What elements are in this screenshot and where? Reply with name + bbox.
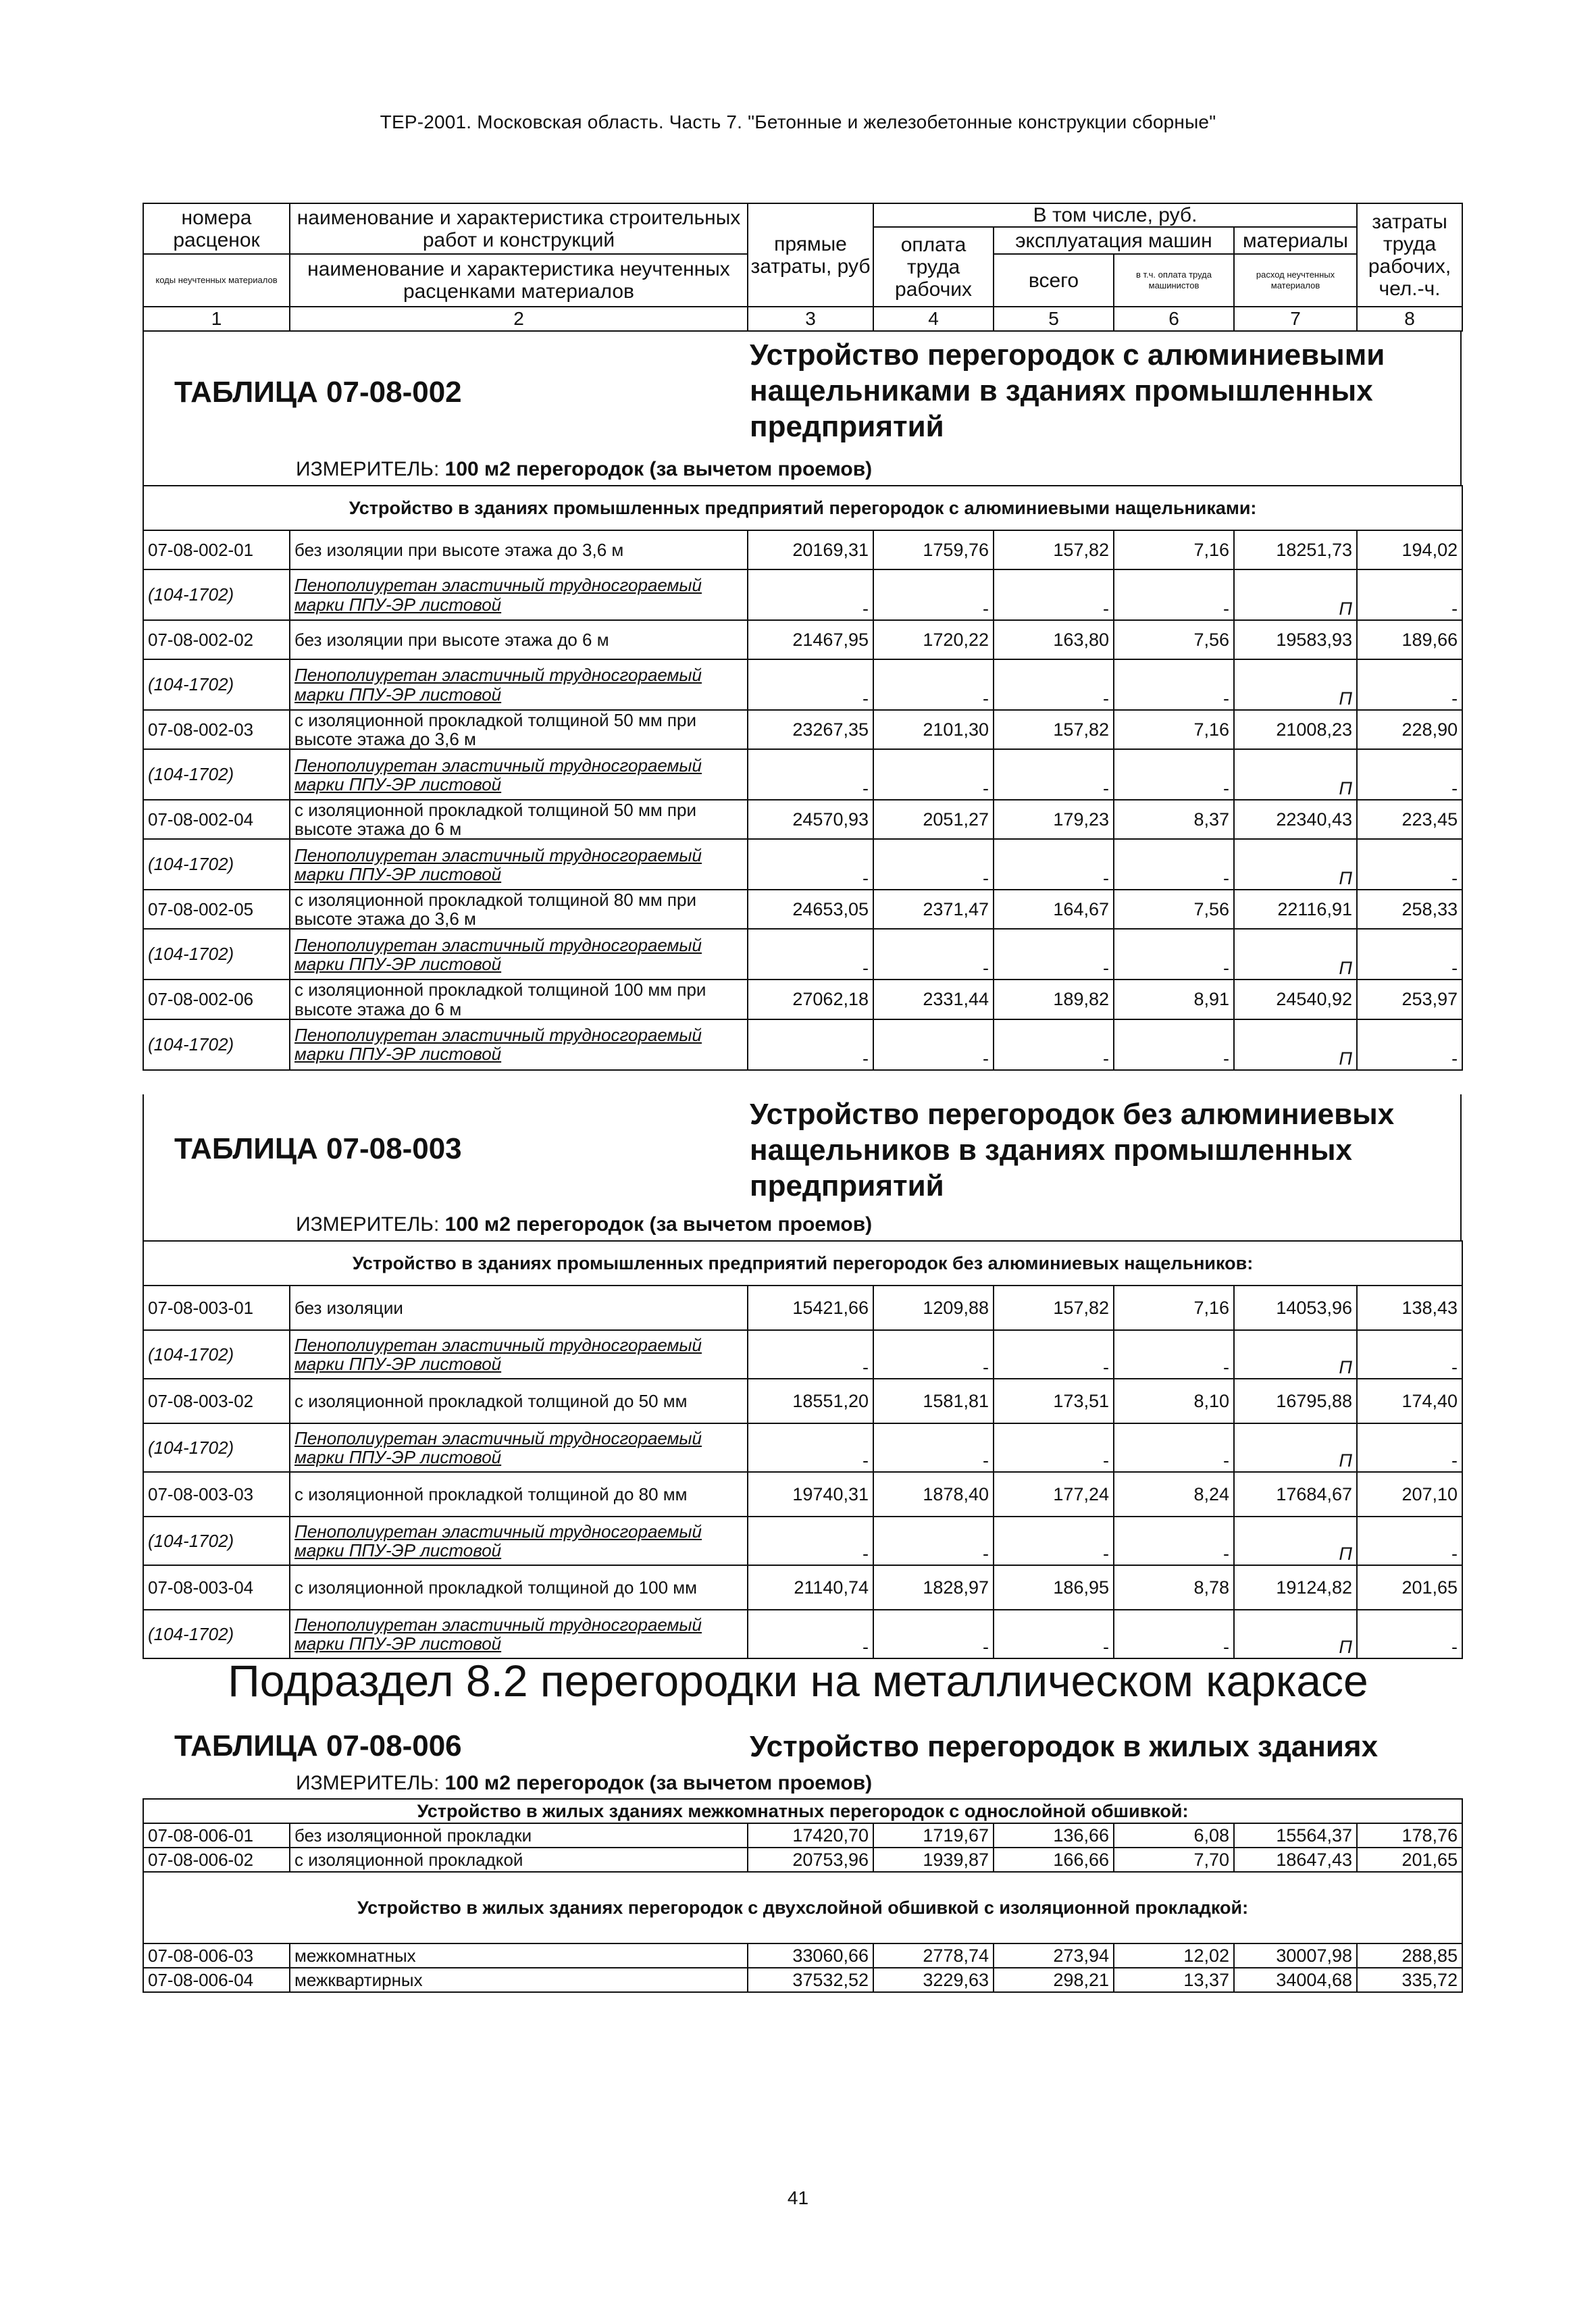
material-value-col3: - [748, 1517, 873, 1565]
table-title: Устройство перегородок с алюминиевыми нащельниками в зданиях промышленных предприятий [750, 338, 1385, 443]
material-value-col8: - [1357, 569, 1462, 620]
rate-value-col4: 1209,88 [873, 1286, 994, 1330]
rate-code: 07-08-003-04 [143, 1565, 290, 1610]
rate-row [143, 710, 1462, 749]
material-row [143, 839, 1462, 890]
material-value-col6: - [1114, 1423, 1234, 1472]
rate-value-col5: 186,95 [994, 1565, 1114, 1610]
rate-value-col8: 138,43 [1357, 1286, 1462, 1330]
rate-value-col7: 19583,93 [1234, 620, 1357, 659]
rate-code: 07-08-002-05 [143, 890, 290, 929]
rate-description: без изоляции при высоте этажа до 3,6 м [290, 530, 748, 569]
rate-value-col4: 2051,27 [873, 800, 994, 839]
rate-value-col6: 6,08 [1114, 1823, 1234, 1848]
material-value-col7: П [1234, 1517, 1357, 1565]
material-value-col6: - [1114, 1610, 1234, 1658]
material-value-col7: П [1234, 1019, 1357, 1070]
material-value-col6: - [1114, 839, 1234, 890]
rate-row [143, 1968, 1462, 1992]
rate-row [143, 1286, 1462, 1330]
rate-value-col3: 17420,70 [748, 1823, 873, 1848]
col-number: 7 [1234, 307, 1357, 331]
table-label: ТАБЛИЦА 07-08-002 [174, 376, 462, 409]
meter-prefix: ИЗМЕРИТЕЛЬ: [296, 1213, 440, 1236]
rate-value-col8: 207,10 [1357, 1472, 1462, 1517]
rate-value-col4: 2778,74 [873, 1943, 994, 1968]
rate-value-col4: 1939,87 [873, 1848, 994, 1872]
material-code: (104-1702) [143, 659, 290, 710]
col-number: 4 [873, 307, 994, 331]
rate-value-col5: 157,82 [994, 1286, 1114, 1330]
col-number: 8 [1357, 307, 1462, 331]
rate-value-col5: 273,94 [994, 1943, 1114, 1968]
rate-description: с изоляционной прокладкой толщиной 50 мм при высоте этажа до 6 м [290, 800, 748, 839]
rate-value-col8: 258,33 [1357, 890, 1462, 929]
material-value-col6: - [1114, 569, 1234, 620]
rate-value-col4: 1581,81 [873, 1379, 994, 1423]
rate-value-col5: 177,24 [994, 1472, 1114, 1517]
rate-code: 07-08-002-02 [143, 620, 290, 659]
rate-value-col7: 14053,96 [1234, 1286, 1357, 1330]
rate-value-col6: 8,10 [1114, 1379, 1234, 1423]
col-number: 2 [290, 307, 748, 331]
material-description: Пенополиуретан эластичный трудносгораемый марки ППУ-ЭР листовой [290, 1610, 748, 1658]
rate-value-col4: 2371,47 [873, 890, 994, 929]
section-heading: Устройство в жилых зданиях перегородок с двухслойной обшивкой с изоляционной прокладкой: [143, 1872, 1462, 1943]
material-value-col6: - [1114, 1517, 1234, 1565]
rate-value-col7: 34004,68 [1234, 1968, 1357, 1992]
material-value-col4: - [873, 1610, 994, 1658]
material-code: (104-1702) [143, 839, 290, 890]
rate-row [143, 980, 1462, 1019]
rate-value-col6: 7,56 [1114, 620, 1234, 659]
material-row [143, 1610, 1462, 1658]
meter-value: 100 м2 перегородок (за вычетом проемов) [444, 1213, 873, 1236]
material-value-col7: П [1234, 1330, 1357, 1379]
material-value-col5: - [994, 1019, 1114, 1070]
column-header-table [143, 203, 1463, 332]
material-value-col4: - [873, 569, 994, 620]
material-value-col3: - [748, 929, 873, 980]
material-value-col4: - [873, 749, 994, 800]
rate-value-col7: 22340,43 [1234, 800, 1357, 839]
rate-description: межкомнатных [290, 1943, 748, 1968]
rate-value-col3: 24653,05 [748, 890, 873, 929]
material-value-col8: - [1357, 839, 1462, 890]
table-title: Устройство перегородок без алюминиевых нащельников в зданиях промышленных предприятий [750, 1098, 1395, 1202]
rate-row [143, 1823, 1462, 1848]
rate-description: с изоляционной прокладкой толщиной до 100 мм [290, 1565, 748, 1610]
rate-description: с изоляционной прокладкой толщиной 100 мм при высоте этажа до 6 м [290, 980, 748, 1019]
rate-description: с изоляционной прокладкой толщиной до 80 мм [290, 1472, 748, 1517]
rate-value-col7: 18647,43 [1234, 1848, 1357, 1872]
rate-value-col4: 1719,67 [873, 1823, 994, 1848]
rate-value-col4: 1828,97 [873, 1565, 994, 1610]
material-value-col5: - [994, 1610, 1114, 1658]
rate-value-col6: 7,16 [1114, 530, 1234, 569]
meter-prefix: ИЗМЕРИТЕЛЬ: [296, 458, 440, 480]
rate-row [143, 620, 1462, 659]
material-value-col3: - [748, 1423, 873, 1472]
rate-row [143, 1565, 1462, 1610]
material-description: Пенополиуретан эластичный трудносгораемый марки ППУ-ЭР листовой [290, 659, 748, 710]
material-row [143, 659, 1462, 710]
rate-code: 07-08-003-03 [143, 1472, 290, 1517]
table-label: ТАБЛИЦА 07-08-006 [174, 1729, 462, 1762]
material-value-col8: - [1357, 1423, 1462, 1472]
material-value-col5: - [994, 1517, 1114, 1565]
rate-value-col6: 8,78 [1114, 1565, 1234, 1610]
material-value-col4: - [873, 839, 994, 890]
material-code: (104-1702) [143, 929, 290, 980]
rate-value-col6: 7,16 [1114, 710, 1234, 749]
material-description: Пенополиуретан эластичный трудносгораемый марки ППУ-ЭР листовой [290, 1330, 748, 1379]
material-value-col3: - [748, 1019, 873, 1070]
material-value-col5: - [994, 749, 1114, 800]
material-value-col3: - [748, 1610, 873, 1658]
rate-value-col4: 1759,76 [873, 530, 994, 569]
rate-value-col8: 223,45 [1357, 800, 1462, 839]
rate-value-col5: 157,82 [994, 710, 1114, 749]
rate-value-col3: 21140,74 [748, 1565, 873, 1610]
material-row [143, 1330, 1462, 1379]
table-meter [296, 1213, 872, 1236]
rate-code: 07-08-002-01 [143, 530, 290, 569]
table-meter [296, 1772, 872, 1795]
rate-value-col3: 15421,66 [748, 1286, 873, 1330]
rate-value-col5: 189,82 [994, 980, 1114, 1019]
rate-value-col8: 174,40 [1357, 1379, 1462, 1423]
material-value-col5: - [994, 569, 1114, 620]
material-code: (104-1702) [143, 1330, 290, 1379]
section-heading: Устройство в жилых зданиях межкомнатных перегородок с однослойной обшивкой: [143, 1799, 1462, 1823]
rate-value-col8: 253,97 [1357, 980, 1462, 1019]
material-value-col6: - [1114, 1330, 1234, 1379]
rate-row [143, 1379, 1462, 1423]
material-description: Пенополиуретан эластичный трудносгораемый марки ППУ-ЭР листовой [290, 1517, 748, 1565]
material-value-col4: - [873, 1423, 994, 1472]
material-value-col7: П [1234, 839, 1357, 890]
rate-description: без изоляционной прокладки [290, 1823, 748, 1848]
material-description: Пенополиуретан эластичный трудносгораемый марки ППУ-ЭР листовой [290, 1423, 748, 1472]
rate-description: без изоляции при высоте этажа до 6 м [290, 620, 748, 659]
col8-header: затраты труда рабочих, чел.-ч. [1357, 203, 1462, 307]
rate-value-col3: 27062,18 [748, 980, 873, 1019]
rate-value-col4: 1720,22 [873, 620, 994, 659]
material-value-col6: - [1114, 929, 1234, 980]
rate-value-col8: 335,72 [1357, 1968, 1462, 1992]
material-value-col5: - [994, 929, 1114, 980]
col2-top-header: наименование и характеристика строительных работ и конструкций [290, 203, 748, 254]
col3-header: прямые затраты, руб [748, 203, 873, 307]
rate-row [143, 1472, 1462, 1517]
material-value-col5: - [994, 659, 1114, 710]
material-value-col7: П [1234, 569, 1357, 620]
material-value-col4: - [873, 1019, 994, 1070]
section-heading: Устройство в зданиях промышленных предприятий перегородок с алюминиевыми нащельниками: [143, 486, 1462, 530]
rate-value-col8: 201,65 [1357, 1565, 1462, 1610]
col7-header: расход неучтенных материалов [1234, 254, 1357, 307]
col1-bottom-header: коды неучтенных материалов [143, 254, 290, 307]
rate-value-col4: 3229,63 [873, 1968, 994, 1992]
rate-code: 07-08-006-02 [143, 1848, 290, 1872]
rate-value-col3: 33060,66 [748, 1943, 873, 1968]
material-code: (104-1702) [143, 1019, 290, 1070]
material-value-col4: - [873, 929, 994, 980]
material-value-col3: - [748, 749, 873, 800]
rate-value-col3: 21467,95 [748, 620, 873, 659]
material-value-col6: - [1114, 659, 1234, 710]
material-value-col8: - [1357, 1610, 1462, 1658]
material-row [143, 1423, 1462, 1472]
rate-row [143, 1943, 1462, 1968]
material-value-col3: - [748, 1330, 873, 1379]
subsection-title: Подраздел 8.2 перегородки на металлическом каркасе [228, 1656, 1368, 1706]
breakdown-group-header: В том числе, руб. [873, 203, 1357, 227]
rate-value-col6: 7,16 [1114, 1286, 1234, 1330]
rates-table-07-08-002 [143, 485, 1463, 1071]
material-value-col5: - [994, 1423, 1114, 1472]
rate-row [143, 800, 1462, 839]
machines-group-header: эксплуатация машин [994, 227, 1234, 254]
rate-description: с изоляционной прокладкой [290, 1848, 748, 1872]
rate-value-col5: 136,66 [994, 1823, 1114, 1848]
materials-group-header: материалы [1234, 227, 1357, 254]
col6-header: в т.ч. оплата труда машинистов [1114, 254, 1234, 307]
rate-value-col6: 8,24 [1114, 1472, 1234, 1517]
material-code: (104-1702) [143, 749, 290, 800]
material-value-col7: П [1234, 1610, 1357, 1658]
material-value-col8: - [1357, 1330, 1462, 1379]
rate-value-col3: 23267,35 [748, 710, 873, 749]
rate-value-col6: 12,02 [1114, 1943, 1234, 1968]
material-row [143, 1019, 1462, 1070]
rate-value-col7: 21008,23 [1234, 710, 1357, 749]
material-row [143, 929, 1462, 980]
rate-value-col7: 24540,92 [1234, 980, 1357, 1019]
rate-value-col5: 179,23 [994, 800, 1114, 839]
rate-value-col3: 20753,96 [748, 1848, 873, 1872]
rate-value-col5: 166,66 [994, 1848, 1114, 1872]
rate-value-col3: 37532,52 [748, 1968, 873, 1992]
material-description: Пенополиуретан эластичный трудносгораемый марки ППУ-ЭР листовой [290, 1019, 748, 1070]
material-value-col3: - [748, 659, 873, 710]
material-row [143, 1517, 1462, 1565]
material-value-col8: - [1357, 1517, 1462, 1565]
rate-code: 07-08-006-03 [143, 1943, 290, 1968]
rate-value-col3: 20169,31 [748, 530, 873, 569]
running-header: ТЕР-2001. Московская область. Часть 7. "Бетонные и железобетонные конструкции сборные" [380, 111, 1216, 132]
material-code: (104-1702) [143, 1423, 290, 1472]
material-code: (104-1702) [143, 569, 290, 620]
rate-value-col5: 298,21 [994, 1968, 1114, 1992]
material-value-col3: - [748, 839, 873, 890]
material-value-col7: П [1234, 1423, 1357, 1472]
col-number: 3 [748, 307, 873, 331]
rate-row [143, 530, 1462, 569]
table-title: Устройство перегородок в жилых зданиях [750, 1730, 1379, 1763]
page-number: 41 [787, 2187, 809, 2208]
rate-value-col6: 7,56 [1114, 890, 1234, 929]
rate-value-col7: 19124,82 [1234, 1565, 1357, 1610]
rate-value-col3: 19740,31 [748, 1472, 873, 1517]
rate-description: межквартирных [290, 1968, 748, 1992]
material-value-col8: - [1357, 929, 1462, 980]
rate-code: 07-08-003-02 [143, 1379, 290, 1423]
rate-description: без изоляции [290, 1286, 748, 1330]
material-value-col4: - [873, 1330, 994, 1379]
col2-bottom-header: наименование и характеристика неучтенных расценками материалов [290, 254, 748, 307]
rate-code: 07-08-006-04 [143, 1968, 290, 1992]
rate-value-col4: 2331,44 [873, 980, 994, 1019]
material-value-col8: - [1357, 1019, 1462, 1070]
material-value-col5: - [994, 1330, 1114, 1379]
material-row [143, 749, 1462, 800]
material-code: (104-1702) [143, 1610, 290, 1658]
col1-top-header: номера расценок [143, 203, 290, 254]
meter-value: 100 м2 перегородок (за вычетом проемов) [444, 458, 873, 480]
col-number: 5 [994, 307, 1114, 331]
rate-row [143, 890, 1462, 929]
rate-value-col7: 30007,98 [1234, 1943, 1357, 1968]
rate-value-col8: 201,65 [1357, 1848, 1462, 1872]
rate-code: 07-08-003-01 [143, 1286, 290, 1330]
col5-header: всего [994, 254, 1114, 307]
table-meter [296, 458, 872, 481]
rate-value-col8: 178,76 [1357, 1823, 1462, 1848]
rate-description: с изоляционной прокладкой толщиной 80 мм при высоте этажа до 3,6 м [290, 890, 748, 929]
material-value-col6: - [1114, 749, 1234, 800]
rates-table-07-08-006 [143, 1798, 1463, 1993]
col-number: 1 [143, 307, 290, 331]
meter-prefix: ИЗМЕРИТЕЛЬ: [296, 1772, 440, 1794]
rate-value-col7: 22116,91 [1234, 890, 1357, 929]
material-description: Пенополиуретан эластичный трудносгораемый марки ППУ-ЭР листовой [290, 839, 748, 890]
material-value-col7: П [1234, 659, 1357, 710]
col4-header: оплата труда рабочих [873, 227, 994, 307]
rate-value-col6: 13,37 [1114, 1968, 1234, 1992]
rate-value-col5: 163,80 [994, 620, 1114, 659]
col-number: 6 [1114, 307, 1234, 331]
rate-code: 07-08-002-04 [143, 800, 290, 839]
rate-value-col6: 7,70 [1114, 1848, 1234, 1872]
rate-row [143, 1848, 1462, 1872]
material-value-col8: - [1357, 749, 1462, 800]
material-value-col3: - [748, 569, 873, 620]
rate-code: 07-08-002-06 [143, 980, 290, 1019]
rate-description: с изоляционной прокладкой толщиной 50 мм при высоте этажа до 3,6 м [290, 710, 748, 749]
rate-value-col8: 189,66 [1357, 620, 1462, 659]
rate-value-col7: 18251,73 [1234, 530, 1357, 569]
material-value-col8: - [1357, 659, 1462, 710]
material-description: Пенополиуретан эластичный трудносгораемый марки ППУ-ЭР листовой [290, 749, 748, 800]
rate-value-col4: 2101,30 [873, 710, 994, 749]
section-heading: Устройство в зданиях промышленных предприятий перегородок без алюминиевых нащельников: [143, 1241, 1462, 1286]
rate-code: 07-08-006-01 [143, 1823, 290, 1848]
rate-value-col8: 194,02 [1357, 530, 1462, 569]
rate-value-col7: 17684,67 [1234, 1472, 1357, 1517]
material-description: Пенополиуретан эластичный трудносгораемый марки ППУ-ЭР листовой [290, 929, 748, 980]
material-value-col5: - [994, 839, 1114, 890]
rate-value-col7: 16795,88 [1234, 1379, 1357, 1423]
material-row [143, 569, 1462, 620]
material-value-col6: - [1114, 1019, 1234, 1070]
rate-value-col5: 164,67 [994, 890, 1114, 929]
rate-value-col3: 18551,20 [748, 1379, 873, 1423]
material-value-col4: - [873, 659, 994, 710]
material-description: Пенополиуретан эластичный трудносгораемый марки ППУ-ЭР листовой [290, 569, 748, 620]
material-value-col4: - [873, 1517, 994, 1565]
rate-description: с изоляционной прокладкой толщиной до 50 мм [290, 1379, 748, 1423]
rate-value-col6: 8,91 [1114, 980, 1234, 1019]
rates-table-07-08-003 [143, 1240, 1463, 1659]
material-value-col7: П [1234, 929, 1357, 980]
rate-value-col4: 1878,40 [873, 1472, 994, 1517]
material-value-col7: П [1234, 749, 1357, 800]
table-label: ТАБЛИЦА 07-08-003 [174, 1132, 462, 1165]
rate-value-col5: 173,51 [994, 1379, 1114, 1423]
rate-value-col8: 228,90 [1357, 710, 1462, 749]
rate-value-col8: 288,85 [1357, 1943, 1462, 1968]
material-code: (104-1702) [143, 1517, 290, 1565]
rate-value-col3: 24570,93 [748, 800, 873, 839]
rate-value-col7: 15564,37 [1234, 1823, 1357, 1848]
rate-code: 07-08-002-03 [143, 710, 290, 749]
rate-value-col6: 8,37 [1114, 800, 1234, 839]
meter-value: 100 м2 перегородок (за вычетом проемов) [444, 1772, 873, 1794]
rate-value-col5: 157,82 [994, 530, 1114, 569]
